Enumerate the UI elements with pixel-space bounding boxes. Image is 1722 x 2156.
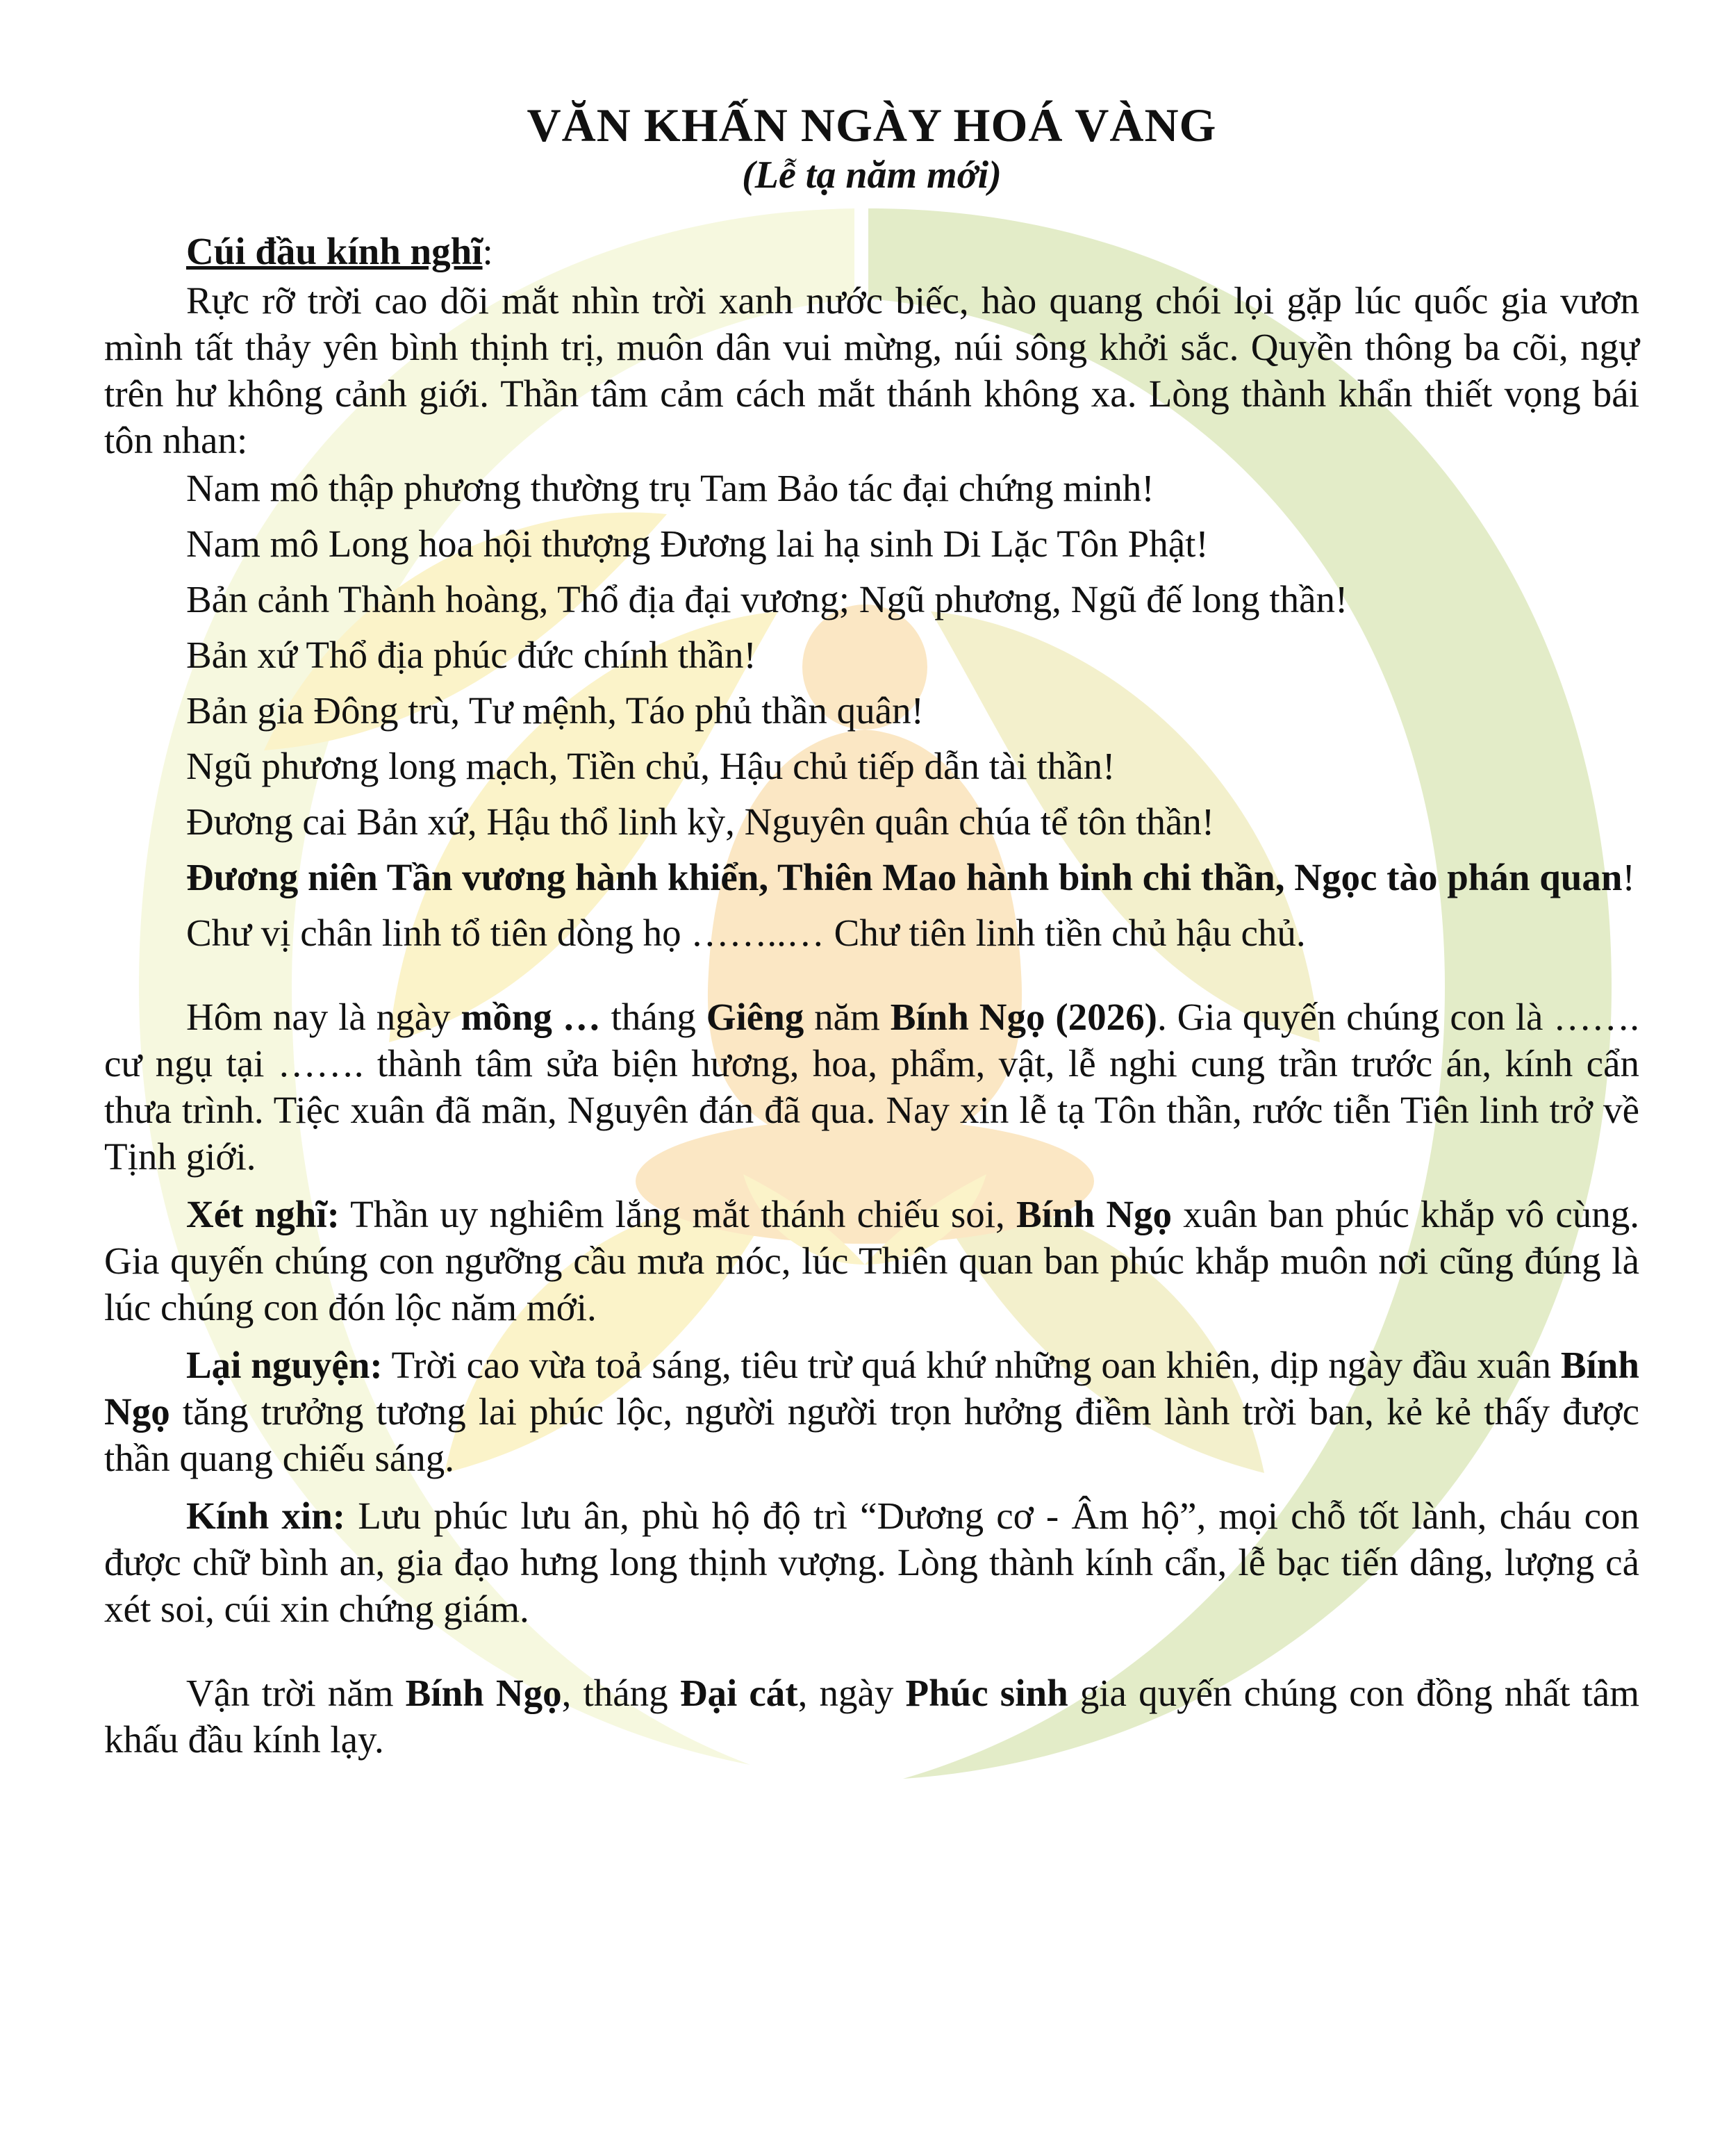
- text-span: năm: [804, 996, 891, 1038]
- document-page: [104, 97, 1639, 1763]
- invocation-line: Bản cảnh Thành hoàng, Thổ địa đại vương; Ngũ phương, Ngũ đế long thần!: [186, 578, 1348, 620]
- paragraph-today: [104, 994, 1639, 1180]
- bold-span: Phúc sinh: [905, 1672, 1068, 1714]
- bold-span: Bính Ngọ (2026): [890, 996, 1157, 1038]
- text-span: Vận trời năm: [186, 1672, 406, 1714]
- invocation-bold-text: Đương niên Tần vương hành khiển, Thiên Mao hành binh chi thần, Ngọc tào phán quan: [186, 856, 1623, 898]
- document-subtitle: (Lễ tạ năm mới): [742, 154, 1002, 197]
- invocation-line: Ngũ phương long mạch, Tiền chủ, Hậu chủ tiếp dẫn tài thần!: [186, 745, 1116, 787]
- bold-span: Bính Ngọ: [405, 1672, 562, 1714]
- bold-span: Giêng: [706, 996, 804, 1038]
- ancestors-line: Chư vị chân linh tổ tiên dòng họ ……..… Chư tiên linh tiền chủ hậu chủ.: [186, 912, 1306, 954]
- salutation-heading: [104, 228, 1639, 274]
- salutation-heading-text: Cúi đầu kính nghĩ: [186, 230, 483, 272]
- text-span: Lưu phúc lưu ân, phù hộ độ trì “Dương cơ - Âm hộ”, mọi chỗ tốt lành, cháu con được chữ bình an, gia đạo hưng long thịnh vượng. Lòng thành kính cẩn, lễ bạc tiến dâng, lượng cả xét soi, cúi xin chứng giám.: [104, 1495, 1639, 1630]
- bold-span: Bính Ngọ: [104, 1344, 1639, 1433]
- invocation-line: Bản gia Đông trù, Tư mệnh, Táo phủ thần quân!: [186, 689, 924, 732]
- text-span: Trời cao vừa toả sáng, tiêu trừ quá khứ những oan khiên, dịp ngày đầu xuân: [382, 1344, 1561, 1386]
- intro-paragraph: Rực rỡ trời cao dõi mắt nhìn trời xanh nước biếc, hào quang chói lọi gặp lúc quốc gia vươn mình tất thảy yên bình thịnh trị, muôn dân vui mừng, núi sông khởi sắc. Quyền thông ba cõi, ngự trên hư không cảnh giới. Thần tâm cảm cách mắt thánh không xa. Lòng thành khẩn thiết vọng bái tôn nhan:: [104, 279, 1639, 461]
- text-span: Hôm nay là ngày: [186, 996, 461, 1038]
- bold-span: Đại cát: [679, 1672, 798, 1714]
- bold-span: mồng …: [461, 996, 601, 1038]
- paragraph-kinh-xin: [104, 1492, 1639, 1632]
- paragraph-label: Lại nguyện:: [186, 1344, 383, 1386]
- text-span: . Gia quyến chúng con là ……. cư ngụ tại ……. thành tâm sửa biện hương, hoa, phẩm, vật, lễ nghi cung trần trước án, kính cẩn thưa trình. Tiệc xuân đã mãn, Nguyên đán đã qua. Nay xin lễ tạ Tôn thần, rước tiễn Tiên linh trở về Tịnh giới.: [104, 996, 1640, 1178]
- paragraph-label: Kính xin:: [186, 1495, 346, 1537]
- text-span: , ngày: [797, 1672, 906, 1714]
- text-span: gia quyến chúng con đồng nhất tâm khấu đầu kính lạy.: [104, 1672, 1640, 1761]
- paragraph-lai-nguyen: [104, 1342, 1639, 1481]
- invocation-line: Đương cai Bản xứ, Hậu thổ linh kỳ, Nguyên quân chúa tể tôn thần!: [186, 800, 1215, 843]
- text-span: tăng trưởng tương lai phúc lộc, người người trọn hưởng điềm lành trời ban, kẻ kẻ thấy được thần quang chiếu sáng.: [104, 1390, 1639, 1479]
- invocation-line-bold: [104, 854, 1639, 900]
- invocation-line: Nam mô thập phương thường trụ Tam Bảo tác đại chứng minh!: [186, 467, 1154, 509]
- document-title: VĂN KHẤN NGÀY HOÁ VÀNG: [527, 99, 1217, 151]
- paragraph-xet-nghi: [104, 1191, 1639, 1331]
- invocation-line: Bản xứ Thổ địa phúc đức chính thần!: [186, 634, 756, 676]
- invocation-list: [104, 465, 1639, 956]
- text-span: tháng: [600, 996, 706, 1038]
- text-span: , tháng: [561, 1672, 680, 1714]
- paragraph-closing: [104, 1670, 1639, 1763]
- salutation-heading-colon: :: [482, 230, 493, 272]
- paragraph-label: Xét nghĩ:: [186, 1193, 340, 1235]
- bold-span: Bính Ngọ: [1016, 1193, 1173, 1235]
- text-span: xuân ban phúc khắp vô cùng. Gia quyến chúng con ngưỡng cầu mưa móc, lúc Thiên quan ban phúc khắp muôn nơi cũng đúng là lúc chúng con đón lộc năm mới.: [104, 1193, 1639, 1328]
- invocation-bold-end: !: [1622, 856, 1635, 898]
- invocation-line: Nam mô Long hoa hội thượng Đương lai hạ sinh Di Lặc Tôn Phật!: [186, 522, 1209, 565]
- text-span: Thần uy nghiêm lắng mắt thánh chiếu soi,: [339, 1193, 1016, 1235]
